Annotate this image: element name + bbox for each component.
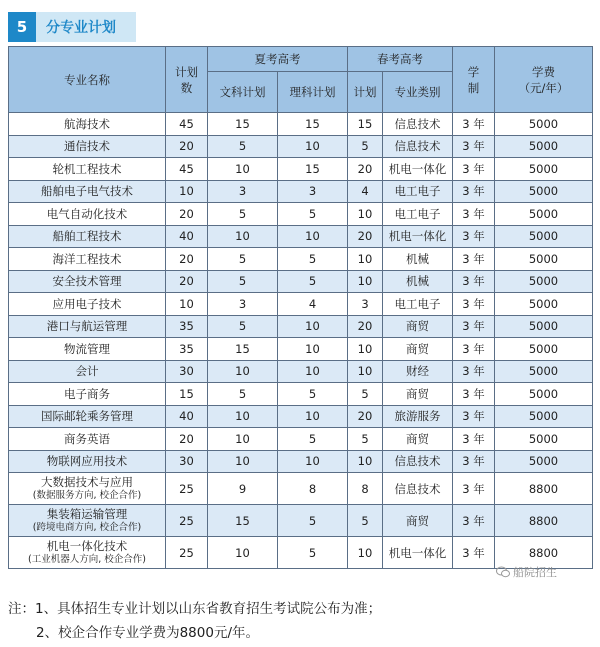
table-row bbox=[9, 338, 593, 361]
plan-count-header bbox=[166, 47, 208, 113]
table-row bbox=[9, 113, 593, 136]
section-number: 5 bbox=[8, 12, 36, 42]
spring-plan-cell: 10 bbox=[348, 203, 383, 226]
duration-cell: 3 年 bbox=[453, 270, 495, 293]
science-cell: 5 bbox=[278, 203, 348, 226]
major-name-cell: 物流管理 bbox=[9, 338, 166, 361]
watermark bbox=[496, 564, 557, 580]
table-row bbox=[9, 505, 593, 537]
duration-cell: 3 年 bbox=[453, 473, 495, 505]
plan-cell: 25 bbox=[166, 505, 208, 537]
science-cell: 8 bbox=[278, 473, 348, 505]
tuition-cell: 5000 bbox=[495, 135, 593, 158]
duration-cell: 3 年 bbox=[453, 428, 495, 451]
major-note: (跨境电商方向, 校企合作) bbox=[32, 521, 142, 533]
spring-plan-cell: 10 bbox=[348, 248, 383, 271]
category-cell: 商贸 bbox=[383, 505, 453, 537]
science-cell: 5 bbox=[278, 505, 348, 537]
table-row bbox=[9, 405, 593, 428]
arts-cell: 10 bbox=[208, 450, 278, 473]
science-cell: 10 bbox=[278, 338, 348, 361]
tuition-header-label: 学费 bbox=[532, 64, 555, 79]
spring-exam-header: 春考高考 bbox=[348, 47, 453, 72]
table-row bbox=[9, 293, 593, 316]
duration-cell: 3 年 bbox=[453, 293, 495, 316]
major-name-cell: 航海技术 bbox=[9, 113, 166, 136]
science-cell: 10 bbox=[278, 225, 348, 248]
category-cell: 电工电子 bbox=[383, 293, 453, 316]
tuition-cell: 5000 bbox=[495, 383, 593, 406]
category-cell: 信息技术 bbox=[383, 450, 453, 473]
spring-plan-header: 计划 bbox=[348, 72, 383, 113]
arts-cell: 9 bbox=[208, 473, 278, 505]
plan-cell: 45 bbox=[166, 113, 208, 136]
arts-cell: 5 bbox=[208, 248, 278, 271]
plan-cell: 35 bbox=[166, 315, 208, 338]
category-cell: 商贸 bbox=[383, 338, 453, 361]
science-cell: 10 bbox=[278, 450, 348, 473]
major-note: (工业机器人方向, 校企合作) bbox=[28, 553, 146, 565]
duration-cell: 3 年 bbox=[453, 505, 495, 537]
major-name-cell: 电气自动化技术 bbox=[9, 203, 166, 226]
duration-header-top: 学 bbox=[467, 64, 480, 79]
arts-cell: 5 bbox=[208, 203, 278, 226]
plan-cell: 20 bbox=[166, 135, 208, 158]
arts-cell: 10 bbox=[208, 158, 278, 181]
spring-plan-cell: 10 bbox=[348, 338, 383, 361]
plan-cell: 45 bbox=[166, 158, 208, 181]
table-row bbox=[9, 473, 593, 505]
duration-cell: 3 年 bbox=[453, 113, 495, 136]
major-name: 大数据技术与应用 bbox=[41, 474, 133, 489]
category-cell: 商贸 bbox=[383, 428, 453, 451]
note-line-1: 注：1、具体招生专业计划以山东省教育招生考试院公布为准； bbox=[8, 601, 382, 617]
major-name-cell bbox=[9, 505, 166, 537]
science-cell: 3 bbox=[278, 180, 348, 203]
arts-cell: 3 bbox=[208, 293, 278, 316]
section-title: 分专业计划 bbox=[36, 12, 136, 42]
plan-cell: 20 bbox=[166, 203, 208, 226]
duration-cell: 3 年 bbox=[453, 450, 495, 473]
science-cell: 10 bbox=[278, 360, 348, 383]
duration-cell: 3 年 bbox=[453, 180, 495, 203]
enrollment-plan-table bbox=[8, 46, 593, 569]
major-name-cell bbox=[9, 537, 166, 569]
major-name: 机电一体化技术 bbox=[46, 538, 128, 553]
category-cell: 信息技术 bbox=[383, 473, 453, 505]
plan-count-header-top: 计划 bbox=[175, 64, 198, 79]
category-cell: 电工电子 bbox=[383, 203, 453, 226]
science-cell: 5 bbox=[278, 537, 348, 569]
plan-cell: 40 bbox=[166, 405, 208, 428]
plan-cell: 30 bbox=[166, 450, 208, 473]
table-row bbox=[9, 315, 593, 338]
duration-cell: 3 年 bbox=[453, 315, 495, 338]
duration-cell: 3 年 bbox=[453, 135, 495, 158]
spring-plan-cell: 8 bbox=[348, 473, 383, 505]
science-cell: 5 bbox=[278, 383, 348, 406]
plan-cell: 10 bbox=[166, 180, 208, 203]
science-cell: 5 bbox=[278, 248, 348, 271]
note-line-2: 2、校企合作专业学费为8800元/年。 bbox=[36, 625, 259, 641]
wechat-icon bbox=[496, 566, 510, 578]
spring-plan-cell: 20 bbox=[348, 158, 383, 181]
science-cell: 10 bbox=[278, 405, 348, 428]
table-row bbox=[9, 428, 593, 451]
major-name-cell: 安全技术管理 bbox=[9, 270, 166, 293]
section-header bbox=[8, 12, 136, 42]
major-name-cell: 海洋工程技术 bbox=[9, 248, 166, 271]
duration-cell: 3 年 bbox=[453, 537, 495, 569]
category-cell: 商贸 bbox=[383, 383, 453, 406]
arts-cell: 15 bbox=[208, 338, 278, 361]
science-cell: 4 bbox=[278, 293, 348, 316]
spring-plan-cell: 5 bbox=[348, 383, 383, 406]
major-name-header: 专业名称 bbox=[9, 47, 166, 113]
plan-cell: 20 bbox=[166, 428, 208, 451]
major-name-cell: 通信技术 bbox=[9, 135, 166, 158]
table-body bbox=[9, 113, 593, 569]
arts-cell: 10 bbox=[208, 428, 278, 451]
spring-plan-cell: 10 bbox=[348, 270, 383, 293]
arts-cell: 5 bbox=[208, 383, 278, 406]
duration-cell: 3 年 bbox=[453, 158, 495, 181]
duration-cell: 3 年 bbox=[453, 338, 495, 361]
spring-plan-cell: 20 bbox=[348, 315, 383, 338]
category-cell: 信息技术 bbox=[383, 135, 453, 158]
tuition-cell: 5000 bbox=[495, 113, 593, 136]
tuition-cell: 8800 bbox=[495, 537, 593, 569]
arts-cell: 10 bbox=[208, 225, 278, 248]
major-name: 集装箱运输管理 bbox=[46, 506, 128, 521]
tuition-cell: 8800 bbox=[495, 473, 593, 505]
arts-cell: 10 bbox=[208, 405, 278, 428]
spring-plan-cell: 10 bbox=[348, 450, 383, 473]
science-cell: 10 bbox=[278, 315, 348, 338]
science-cell: 15 bbox=[278, 113, 348, 136]
duration-cell: 3 年 bbox=[453, 405, 495, 428]
category-cell: 机械 bbox=[383, 248, 453, 271]
major-name-cell: 船舶电子电气技术 bbox=[9, 180, 166, 203]
tuition-cell: 5000 bbox=[495, 315, 593, 338]
table-row bbox=[9, 158, 593, 181]
summer-arts-header: 文科计划 bbox=[208, 72, 278, 113]
category-cell: 旅游服务 bbox=[383, 405, 453, 428]
science-cell: 15 bbox=[278, 158, 348, 181]
duration-cell: 3 年 bbox=[453, 383, 495, 406]
major-name-cell: 国际邮轮乘务管理 bbox=[9, 405, 166, 428]
tuition-cell: 5000 bbox=[495, 338, 593, 361]
spring-plan-cell: 5 bbox=[348, 505, 383, 537]
duration-cell: 3 年 bbox=[453, 248, 495, 271]
table-row bbox=[9, 450, 593, 473]
category-cell: 信息技术 bbox=[383, 113, 453, 136]
spring-plan-cell: 20 bbox=[348, 225, 383, 248]
duration-header-bottom: 制 bbox=[467, 80, 480, 95]
plan-cell: 30 bbox=[166, 360, 208, 383]
duration-cell: 3 年 bbox=[453, 203, 495, 226]
spring-plan-cell: 15 bbox=[348, 113, 383, 136]
arts-cell: 3 bbox=[208, 180, 278, 203]
spring-plan-cell: 20 bbox=[348, 405, 383, 428]
spring-plan-cell: 10 bbox=[348, 537, 383, 569]
arts-cell: 15 bbox=[208, 113, 278, 136]
spring-category-header: 专业类别 bbox=[383, 72, 453, 113]
science-cell: 5 bbox=[278, 270, 348, 293]
table-row bbox=[9, 248, 593, 271]
plan-cell: 35 bbox=[166, 338, 208, 361]
category-cell: 电工电子 bbox=[383, 180, 453, 203]
major-name-cell: 船舶工程技术 bbox=[9, 225, 166, 248]
arts-cell: 5 bbox=[208, 315, 278, 338]
category-cell: 财经 bbox=[383, 360, 453, 383]
plan-cell: 20 bbox=[166, 248, 208, 271]
tuition-cell: 5000 bbox=[495, 203, 593, 226]
tuition-cell: 5000 bbox=[495, 158, 593, 181]
category-cell: 机电一体化 bbox=[383, 537, 453, 569]
arts-cell: 10 bbox=[208, 360, 278, 383]
plan-cell: 25 bbox=[166, 537, 208, 569]
category-cell: 商贸 bbox=[383, 315, 453, 338]
tuition-header-unit: （元/年） bbox=[518, 80, 569, 95]
plan-cell: 20 bbox=[166, 270, 208, 293]
spring-plan-cell: 5 bbox=[348, 428, 383, 451]
major-name-cell: 电子商务 bbox=[9, 383, 166, 406]
major-name-cell bbox=[9, 473, 166, 505]
major-name-cell: 应用电子技术 bbox=[9, 293, 166, 316]
science-cell: 5 bbox=[278, 428, 348, 451]
major-name-cell: 港口与航运管理 bbox=[9, 315, 166, 338]
tuition-cell: 5000 bbox=[495, 405, 593, 428]
tuition-cell: 5000 bbox=[495, 180, 593, 203]
tuition-cell: 5000 bbox=[495, 428, 593, 451]
arts-cell: 15 bbox=[208, 505, 278, 537]
summer-exam-header: 夏考高考 bbox=[208, 47, 348, 72]
watermark-text: 船院招生 bbox=[513, 566, 557, 579]
plan-count-header-bottom: 数 bbox=[180, 80, 193, 95]
category-cell: 机械 bbox=[383, 270, 453, 293]
tuition-header bbox=[495, 47, 593, 113]
major-name-cell: 会计 bbox=[9, 360, 166, 383]
major-name-cell: 轮机工程技术 bbox=[9, 158, 166, 181]
category-cell: 机电一体化 bbox=[383, 225, 453, 248]
tuition-cell: 5000 bbox=[495, 248, 593, 271]
spring-plan-cell: 3 bbox=[348, 293, 383, 316]
table-row bbox=[9, 203, 593, 226]
duration-cell: 3 年 bbox=[453, 225, 495, 248]
major-name-cell: 物联网应用技术 bbox=[9, 450, 166, 473]
category-cell: 机电一体化 bbox=[383, 158, 453, 181]
tuition-cell: 5000 bbox=[495, 293, 593, 316]
plan-cell: 40 bbox=[166, 225, 208, 248]
duration-cell: 3 年 bbox=[453, 360, 495, 383]
spring-plan-cell: 4 bbox=[348, 180, 383, 203]
table-row bbox=[9, 180, 593, 203]
spring-plan-cell: 5 bbox=[348, 135, 383, 158]
plan-cell: 10 bbox=[166, 293, 208, 316]
tuition-cell: 5000 bbox=[495, 270, 593, 293]
plan-cell: 25 bbox=[166, 473, 208, 505]
spring-plan-cell: 10 bbox=[348, 360, 383, 383]
arts-cell: 10 bbox=[208, 537, 278, 569]
major-name-cell: 商务英语 bbox=[9, 428, 166, 451]
tuition-cell: 5000 bbox=[495, 225, 593, 248]
major-note: (数据服务方向, 校企合作) bbox=[32, 489, 142, 501]
table-row bbox=[9, 360, 593, 383]
summer-science-header: 理科计划 bbox=[278, 72, 348, 113]
duration-header bbox=[453, 47, 495, 113]
arts-cell: 5 bbox=[208, 135, 278, 158]
plan-cell: 15 bbox=[166, 383, 208, 406]
table-row bbox=[9, 270, 593, 293]
arts-cell: 5 bbox=[208, 270, 278, 293]
tuition-cell: 8800 bbox=[495, 505, 593, 537]
table-row bbox=[9, 383, 593, 406]
tuition-cell: 5000 bbox=[495, 450, 593, 473]
notes bbox=[8, 597, 381, 645]
science-cell: 10 bbox=[278, 135, 348, 158]
table-row bbox=[9, 135, 593, 158]
tuition-cell: 5000 bbox=[495, 360, 593, 383]
table-row bbox=[9, 225, 593, 248]
